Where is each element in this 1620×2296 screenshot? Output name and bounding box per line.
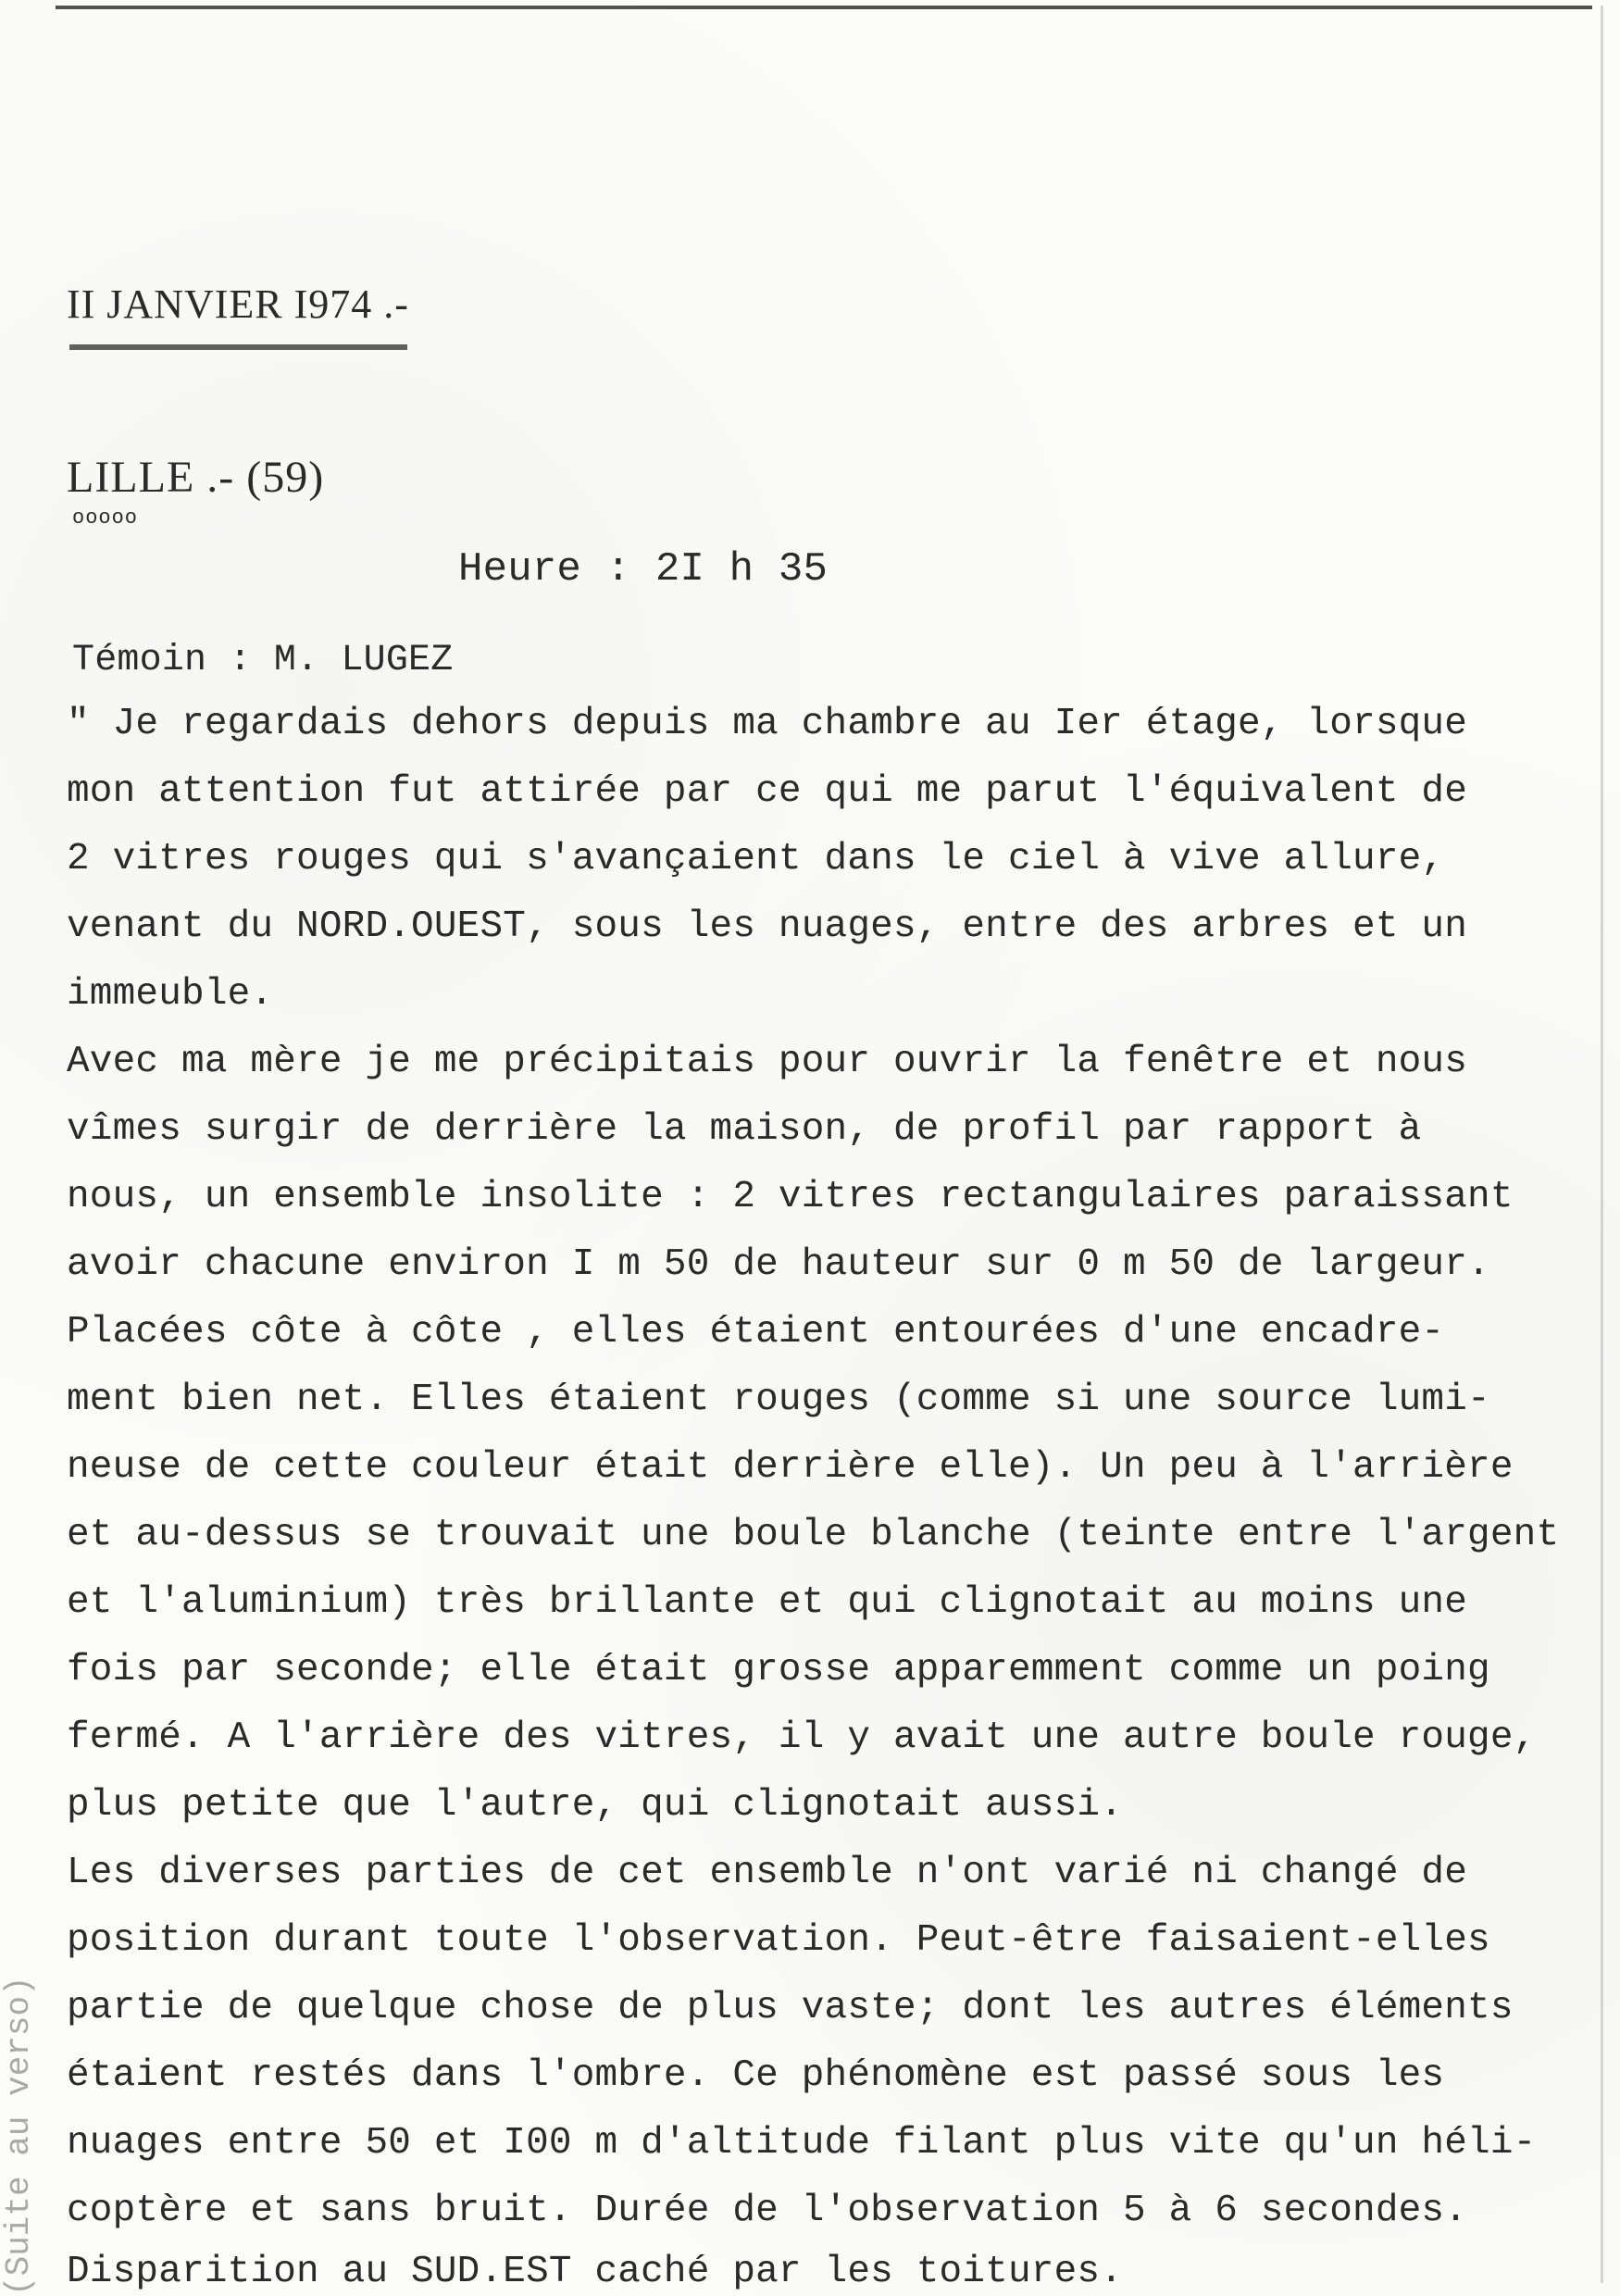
body-line: Avec ma mère je me précipitais pour ouvrir la fenêtre et nous [67,1041,1468,1083]
city-underline: ooooo [72,506,139,530]
body-line: " Je regardais dehors depuis ma chambre au Ier étage, lorsque [67,703,1468,745]
margin-note [0,1648,38,2296]
body-line: plus petite que l'autre, qui clignotait aussi. [67,1784,1123,1827]
body-line: coptère et sans bruit. Durée de l'observation 5 à 6 secondes. [67,2190,1468,2232]
body-line: Les diverses parties de cet ensemble n'ont varié ni changé de [67,1852,1468,1894]
margin-note-text: (Suite au verso) [0,1976,38,2296]
body-line: neuse de cette couleur était derrière elle). Un peu à l'arrière [67,1446,1514,1489]
body-line: 2 vitres rouges qui s'avançaient dans le ciel à vive allure, [67,838,1445,880]
right-border-line [1601,6,1603,2283]
report-time: Heure : 2I h 35 [458,546,829,593]
body-line: et l'aluminium) très brillante et qui clignotait au moins une [67,1581,1468,1624]
body-line: mon attention fut attirée par ce qui me parut l'équivalent de [67,770,1468,813]
body-line: partie de quelque chose de plus vaste; dont les autres éléments [67,1987,1514,2029]
date-underline [69,344,407,350]
body-line: nuages entre 50 et I00 m d'altitude filant plus vite qu'un héli- [67,2122,1537,2165]
body-line: venant du NORD.OUEST, sous les nuages, entre des arbres et un [67,905,1468,948]
body-line: Disparition au SUD.EST caché par les toitures. [67,2251,1123,2293]
body-line: et au-dessus se trouvait une boule blanche (teinte entre l'argent [67,1514,1560,1556]
body-line: avoir chacune environ I m 50 de hauteur sur 0 m 50 de largeur. [67,1243,1490,1286]
body-line: ment bien net. Elles étaient rouges (comme si une source lumi- [67,1379,1490,1421]
body-line: immeuble. [67,973,274,1016]
body-line: Placées côte à côte , elles étaient entourées d'une encadre- [67,1311,1445,1354]
report-date: II JANVIER I974 .- [67,281,409,327]
report-witness: Témoin : M. LUGEZ [72,640,454,681]
report-city: LILLE .- (59) [67,453,325,502]
body-line: étaient restés dans l'ombre. Ce phénomène est passé sous les [67,2054,1445,2097]
body-line: position durant toute l'observation. Peut-être faisaient-elles [67,1919,1490,1962]
top-border-line [56,6,1592,9]
body-line: nous, un ensemble insolite : 2 vitres rectangulaires paraissant [67,1176,1514,1218]
body-line: fois par seconde; elle était grosse apparemment comme un poing [67,1649,1490,1691]
body-line: fermé. A l'arrière des vitres, il y avait une autre boule rouge, [67,1716,1537,1759]
body-line: vîmes surgir de derrière la maison, de profil par rapport à [67,1108,1422,1151]
